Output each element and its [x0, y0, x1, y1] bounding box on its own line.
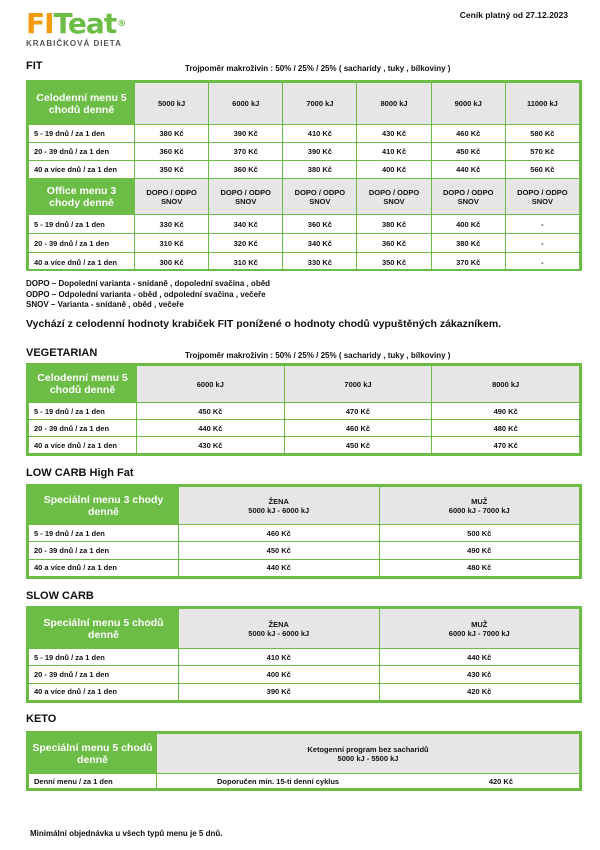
price-cell: 350 Kč — [135, 161, 209, 179]
price-cell: 310 Kč — [135, 234, 209, 253]
fit-macros: Trojpoměr makroživin : 50% / 25% / 25% ( sacharidy , tuky , bílkoviny ) — [185, 64, 451, 73]
price-cell: 450 Kč — [284, 437, 432, 454]
price-cell: 430 Kč — [357, 125, 431, 143]
price-cell: 470 Kč — [284, 403, 432, 420]
table-row — [29, 215, 580, 234]
table-row — [29, 542, 580, 559]
energy-cell: 7000 kJ — [283, 83, 357, 125]
price-cell: 560 Kč — [505, 161, 579, 179]
vegetarian-price-table — [26, 363, 582, 456]
row-label: 20 - 39 dnů / za 1 den — [29, 143, 135, 161]
vegetarian-header-row — [29, 366, 580, 403]
variant-legend — [26, 279, 270, 311]
women-column — [179, 487, 380, 525]
price-cell: - — [505, 253, 579, 272]
price-cell: 480 Kč — [379, 559, 580, 576]
fit-menu-label: Celodenní menu 5 chodů denně — [29, 83, 135, 125]
price-cell: 370 Kč — [209, 143, 283, 161]
energy-cell: 7000 kJ — [284, 366, 432, 403]
keto-detail-row — [159, 777, 577, 786]
price-cell: 320 Kč — [209, 234, 283, 253]
logo-teat: Teat — [53, 7, 117, 40]
variant-cell: DOPO / ODPO SNOV — [505, 179, 579, 215]
price-cell: 390 Kč — [283, 143, 357, 161]
price-cell: 410 Kč — [357, 143, 431, 161]
table-row — [29, 253, 580, 272]
minimum-order-note: Minimální objednávka u všech typů menu je 5 dnů. — [30, 829, 223, 838]
price-cell: 460 Kč — [179, 525, 380, 542]
variant-cell: DOPO / ODPO SNOV — [209, 179, 283, 215]
keto-program-cell — [157, 734, 580, 774]
valid-from-date: Ceník platný od 27.12.2023 — [459, 10, 568, 20]
price-cell: 380 Kč — [135, 125, 209, 143]
energy-cell: 6000 kJ — [137, 366, 285, 403]
lowcarb-header-row — [29, 487, 580, 525]
men-energy: 6000 kJ - 7000 kJ — [448, 628, 510, 638]
row-label: Denní menu / za 1 den — [29, 774, 157, 789]
table-row — [29, 234, 580, 253]
price-cell: 430 Kč — [137, 437, 285, 454]
men-column — [379, 487, 580, 525]
price-cell: 310 Kč — [209, 253, 283, 272]
men-label: MUŽ — [471, 619, 488, 629]
price-cell: 360 Kč — [135, 143, 209, 161]
section-title-keto: KETO — [26, 713, 57, 725]
row-label: 40 a více dnů / za 1 den — [29, 437, 137, 454]
keto-energy: 5000 kJ - 5500 kJ — [337, 753, 399, 763]
row-label: 40 a více dnů / za 1 den — [29, 683, 179, 700]
price-cell: 410 Kč — [283, 125, 357, 143]
price-cell: 370 Kč — [431, 253, 505, 272]
logo-subtitle: KRABIČKOVÁ DIETA — [26, 39, 122, 48]
fit-price-table — [26, 80, 582, 271]
row-label: 20 - 39 dnů / za 1 den — [29, 666, 179, 683]
logo-fi: FI — [26, 7, 54, 40]
women-label: ŽENA — [268, 619, 289, 629]
table-row — [29, 161, 580, 179]
price-cell: 400 Kč — [431, 215, 505, 234]
slowcarb-header-row — [29, 609, 580, 649]
price-cell: 390 Kč — [179, 683, 380, 700]
energy-cell: 9000 kJ — [431, 83, 505, 125]
price-cell: 450 Kč — [179, 542, 380, 559]
row-label: 20 - 39 dnů / za 1 den — [29, 542, 179, 559]
price-cell: 330 Kč — [135, 215, 209, 234]
price-cell: 570 Kč — [505, 143, 579, 161]
price-cell: 390 Kč — [209, 125, 283, 143]
price-cell: 430 Kč — [379, 666, 580, 683]
table-row — [29, 420, 580, 437]
women-label: ŽENA — [268, 496, 289, 506]
price-cell: 330 Kč — [283, 253, 357, 272]
price-cell: 580 Kč — [505, 125, 579, 143]
price-cell: 490 Kč — [432, 403, 580, 420]
men-column — [379, 609, 580, 649]
variant-cell: DOPO / ODPO SNOV — [357, 179, 431, 215]
row-label: 40 a více dnů / za 1 den — [29, 161, 135, 179]
price-cell: 400 Kč — [179, 666, 380, 683]
keto-header-row — [29, 734, 580, 774]
price-cell: 440 Kč — [379, 649, 580, 666]
table-row — [29, 403, 580, 420]
variant-cell: DOPO / ODPO SNOV — [135, 179, 209, 215]
price-cell: 340 Kč — [283, 234, 357, 253]
price-cell: 470 Kč — [432, 437, 580, 454]
row-label: 5 - 19 dnů / za 1 den — [29, 125, 135, 143]
row-label: 5 - 19 dnů / za 1 den — [29, 649, 179, 666]
energy-cell: 8000 kJ — [432, 366, 580, 403]
row-label: 20 - 39 dnů / za 1 den — [29, 234, 135, 253]
price-cell: 410 Kč — [179, 649, 380, 666]
row-label: 5 - 19 dnů / za 1 den — [29, 215, 135, 234]
price-cell: 380 Kč — [431, 234, 505, 253]
price-cell: 360 Kč — [283, 215, 357, 234]
vegetarian-menu-label: Celodenní menu 5 chodů denně — [29, 366, 137, 403]
price-cell: 480 Kč — [432, 420, 580, 437]
women-column — [179, 609, 380, 649]
vegetarian-macros: Trojpoměr makroživin : 50% / 25% / 25% ( sacharidy , tuky , bílkoviny ) — [185, 351, 451, 360]
price-cell: 440 Kč — [137, 420, 285, 437]
lowcarb-menu-label: Speciální menu 3 chody denně — [29, 487, 179, 525]
slowcarb-menu-label: Speciální menu 5 chodů denně — [29, 609, 179, 649]
keto-price-table — [26, 731, 582, 791]
energy-cell: 5000 kJ — [135, 83, 209, 125]
table-row — [29, 649, 580, 666]
keto-menu-label: Speciální menu 5 chodů denně — [29, 734, 157, 774]
keto-detail-cell — [157, 774, 580, 789]
office-menu-label: Office menu 3 chody denně — [29, 179, 135, 215]
price-cell: 380 Kč — [357, 215, 431, 234]
price-cell: 360 Kč — [209, 161, 283, 179]
keto-recommendation: Doporučen min. 15-ti denní cyklus — [217, 776, 340, 786]
price-cell: 300 Kč — [135, 253, 209, 272]
price-cell: - — [505, 215, 579, 234]
price-cell: 420 Kč — [488, 776, 513, 786]
table-row — [29, 525, 580, 542]
price-cell: 380 Kč — [283, 161, 357, 179]
energy-cell: 8000 kJ — [357, 83, 431, 125]
legend-line: ODPO – Odpolední varianta - oběd , odpolední svačina , večeře — [26, 289, 266, 299]
price-cell: 400 Kč — [357, 161, 431, 179]
row-label: 5 - 19 dnů / za 1 den — [29, 403, 137, 420]
row-label: 5 - 19 dnů / za 1 den — [29, 525, 179, 542]
office-header-row — [29, 179, 580, 215]
table-row — [29, 683, 580, 700]
section-title-vegetarian: VEGETARIAN — [26, 347, 98, 359]
price-cell: 450 Kč — [431, 143, 505, 161]
price-cell: 350 Kč — [357, 253, 431, 272]
fit-header-row — [29, 83, 580, 125]
price-cell: 460 Kč — [284, 420, 432, 437]
variant-cell: DOPO / ODPO SNOV — [431, 179, 505, 215]
section-title-lowcarb: LOW CARB High Fat — [26, 467, 134, 479]
keto-program-name: Ketogenní program bez sacharidů — [307, 744, 429, 754]
price-cell: 490 Kč — [379, 542, 580, 559]
price-cell: - — [505, 234, 579, 253]
women-energy: 5000 kJ - 6000 kJ — [248, 505, 310, 515]
energy-cell: 11000 kJ — [505, 83, 579, 125]
price-cell: 440 Kč — [179, 559, 380, 576]
row-label: 20 - 39 dnů / za 1 den — [29, 420, 137, 437]
slowcarb-price-table — [26, 606, 582, 703]
table-row — [29, 774, 580, 789]
women-energy: 5000 kJ - 6000 kJ — [248, 628, 310, 638]
price-cell: 450 Kč — [137, 403, 285, 420]
fiteat-logo — [26, 7, 126, 48]
row-label: 40 a více dnů / za 1 den — [29, 559, 179, 576]
lowcarb-price-table — [26, 484, 582, 579]
men-energy: 6000 kJ - 7000 kJ — [448, 505, 510, 515]
price-cell: 360 Kč — [357, 234, 431, 253]
legend-line: DOPO – Dopolední varianta - snídaně , dopolední svačina , oběd — [26, 279, 271, 288]
men-label: MUŽ — [471, 496, 488, 506]
table-row — [29, 666, 580, 683]
price-cell: 440 Kč — [431, 161, 505, 179]
price-cell: 420 Kč — [379, 683, 580, 700]
price-cell: 460 Kč — [431, 125, 505, 143]
legend-line: SNOV – Varianta - snídaně , oběd , večeře — [26, 300, 184, 309]
price-cell: 340 Kč — [209, 215, 283, 234]
energy-cell: 6000 kJ — [209, 83, 283, 125]
table-row — [29, 559, 580, 576]
variant-cell: DOPO / ODPO SNOV — [283, 179, 357, 215]
row-label: 40 a více dnů / za 1 den — [29, 253, 135, 272]
section-title-slowcarb: SLOW CARB — [26, 590, 94, 602]
table-row — [29, 437, 580, 454]
price-cell: 500 Kč — [379, 525, 580, 542]
office-note: Vychází z celodenní hodnoty krabiček FIT ponížené o hodnoty chodů vypuštěných zákazníkem. — [26, 318, 502, 330]
table-row — [29, 125, 580, 143]
logo-registered: ® — [117, 19, 126, 29]
section-title-fit: FIT — [26, 60, 43, 72]
table-row — [29, 143, 580, 161]
